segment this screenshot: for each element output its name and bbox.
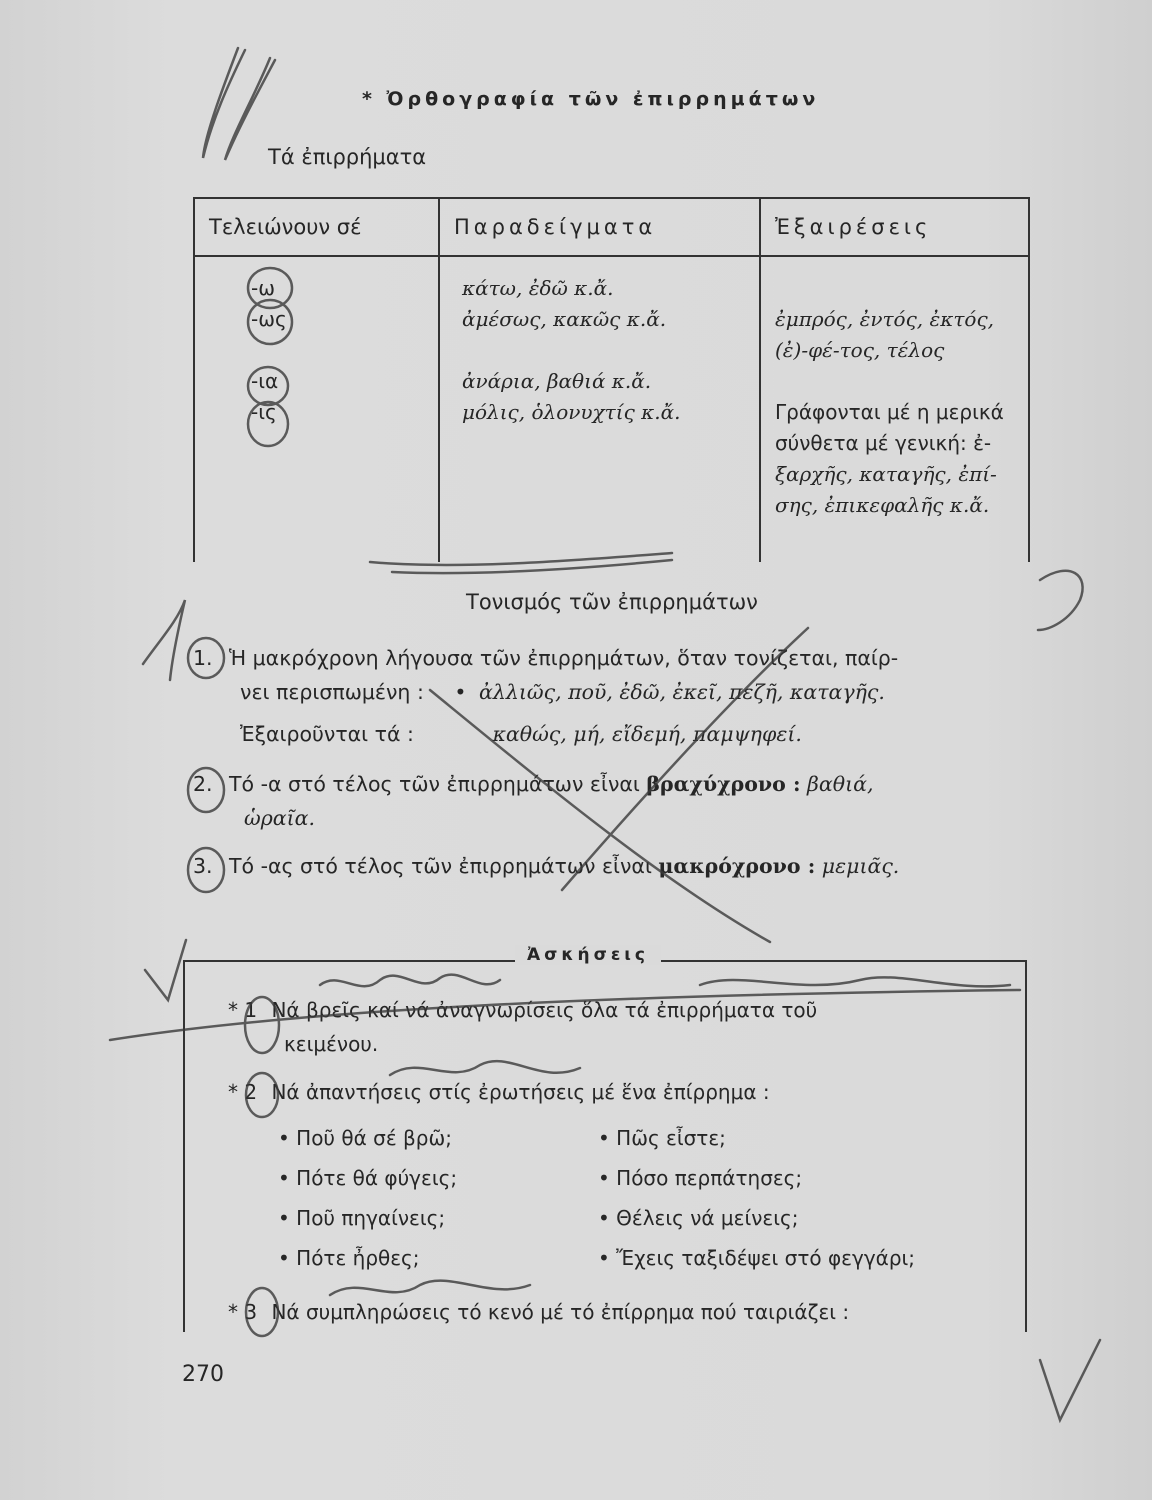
ending-cell: -ω xyxy=(251,276,275,300)
rule-bold: μακρόχρονο : xyxy=(658,854,816,878)
rule-1-line2: νει περισπωμένη : • ἀλλιῶς, ποῦ, ἐδῶ, ἐκεῖ, πεζῆ, καταγῆς. xyxy=(240,680,885,704)
rule-number: 1. xyxy=(193,646,213,670)
pencil-cross-mark xyxy=(562,628,808,890)
header-examples: Παραδείγματα xyxy=(439,198,760,256)
question-text: Ποῦ πηγαίνεις; xyxy=(296,1206,446,1230)
exception-line: σύνθετα μέ γενική: ἐ- xyxy=(775,431,992,455)
rule-2-line2: ὡραῖα. xyxy=(244,806,316,830)
example-cell: μόλις, ὁλονυχτίς κ.ἄ. xyxy=(462,400,681,424)
question-right: • Θέλεις νά μείνεις; xyxy=(598,1206,799,1230)
question-text: Πότε ἦρθες; xyxy=(296,1246,420,1270)
exception-line: Γράφονται μέ η μερικά xyxy=(775,400,1004,424)
exception-line: σης, ἐπικεφαλῆς κ.ἄ. xyxy=(775,493,990,517)
rule-examples: καθώς, μή, εἴδεμή, παμψηφεί. xyxy=(492,722,802,746)
rule-number: 2. xyxy=(193,772,213,796)
example-cell: ἀνάρια, βαθιά κ.ἄ. xyxy=(462,369,652,393)
pencil-handwriting-mark xyxy=(320,975,500,987)
exception-line: (ἐ)-φέ-τος, τέλος xyxy=(775,338,945,362)
pencil-circle-mark xyxy=(248,402,288,446)
example-cell: κάτω, ἐδῶ κ.ἄ. xyxy=(462,276,614,300)
page-title: * Ὀρθογραφία τῶν ἐπιρρημάτων xyxy=(362,88,820,110)
question-right: • Ἔχεις ταξιδέψει στό φεγγάρι; xyxy=(598,1246,916,1270)
ending-cell: -ως xyxy=(251,307,287,331)
pencil-scribble-mark xyxy=(225,58,275,160)
exercise-number: * 3 xyxy=(228,1300,258,1324)
question-text: Ἔχεις ταξιδέψει στό φεγγάρι; xyxy=(616,1246,916,1270)
pencil-circle-mark xyxy=(246,1073,278,1117)
page-number: 270 xyxy=(182,1362,224,1387)
pencil-handwriting-mark xyxy=(700,977,1010,986)
question-text: Πόσο περπάτησες; xyxy=(616,1166,803,1190)
rule-text: Τό -ας στό τέλος τῶν ἐπιρρημάτων εἶναι xyxy=(229,854,652,878)
header-exceptions: Ἐξαιρέσεις xyxy=(760,198,1029,256)
pencil-circle-mark xyxy=(246,1288,278,1336)
exercise-text: Νά συμπληρώσεις τό κενό μέ τό ἐπίρρημα πού ταιριάζει : xyxy=(271,1300,850,1324)
pencil-circle-mark xyxy=(248,300,292,344)
page-subtitle: Τά ἐπιρρήματα xyxy=(268,145,427,169)
question-left: • Πότε ἦρθες; xyxy=(278,1246,420,1270)
rule-example: βαθιά, xyxy=(807,772,874,796)
pencil-scribble-mark xyxy=(1038,571,1083,630)
exercise-text: Νά ἀπαντήσεις στίς ἐρωτήσεις μέ ἕνα ἐπίρρημα : xyxy=(271,1080,770,1104)
pencil-circle-mark xyxy=(188,768,224,812)
pencil-check-mark xyxy=(1040,1340,1100,1420)
exception-line: ξαρχῆς, καταγῆς, ἐπί- xyxy=(775,462,997,486)
question-left: • Ποῦ πηγαίνεις; xyxy=(278,1206,446,1230)
rule-lead: Ἐξαιροῦνται τά : xyxy=(240,722,414,746)
question-right: • Πόσο περπάτησες; xyxy=(598,1166,803,1190)
rule-example: μεμιᾶς. xyxy=(821,854,900,878)
question-left: • Πότε θά φύγεις; xyxy=(278,1166,458,1190)
pencil-circle-mark xyxy=(248,367,288,405)
pencil-handwriting-mark xyxy=(390,1061,580,1075)
question-text: Θέλεις νά μείνεις; xyxy=(616,1206,799,1230)
pencil-circle-mark xyxy=(248,268,292,308)
exercise-text: Νά βρεῖς καί νά ἀναγνωρίσεις ὅλα τά ἐπιρρήματα τοῦ xyxy=(271,998,818,1022)
exercise-number: * 1 xyxy=(228,998,258,1022)
exception-line: ἐμπρός, ἐντός, ἐκτός, xyxy=(775,307,995,331)
rule-lead: νει περισπωμένη : xyxy=(240,680,424,704)
pencil-handwriting-mark xyxy=(330,1281,530,1295)
exercise-number: * 2 xyxy=(228,1080,258,1104)
pencil-cross-mark xyxy=(430,690,770,942)
pencil-scribble-mark xyxy=(203,48,245,158)
question-text: Ποῦ θά σέ βρῶ; xyxy=(296,1126,452,1150)
exercises-label: Ἀσκήσεις xyxy=(515,945,661,965)
question-text: Πῶς εἶστε; xyxy=(616,1126,726,1150)
pencil-circle-mark xyxy=(188,848,224,892)
accent-section-title: Τονισμός τῶν ἐπιρρημάτων xyxy=(466,590,758,614)
pencil-scribble-mark xyxy=(143,600,185,680)
question-left: • Ποῦ θά σέ βρῶ; xyxy=(278,1126,452,1150)
rule-text: Ἡ μακρόχρονη λήγουσα τῶν ἐπιρρημάτων, ὅταν τονίζεται, παίρ- xyxy=(229,646,899,670)
question-text: Πότε θά φύγεις; xyxy=(296,1166,458,1190)
pencil-check-mark xyxy=(145,940,186,1000)
header-endings: Τελειώνουν σέ xyxy=(194,198,439,256)
rule-number: 3. xyxy=(193,854,213,878)
ending-cell: -ια xyxy=(251,369,279,393)
question-right: • Πῶς εἶστε; xyxy=(598,1126,726,1150)
rule-examples: ἀλλιῶς, ποῦ, ἐδῶ, ἐκεῖ, πεζῆ, καταγῆς. xyxy=(479,680,885,704)
rule-text: Τό -α στό τέλος τῶν ἐπιρρημάτων εἶναι xyxy=(229,772,640,796)
exercise-1-line2: κειμένου. xyxy=(284,1032,379,1056)
rule-bold: βραχύχρονο : xyxy=(646,772,801,796)
example-cell: ἀμέσως, κακῶς κ.ἄ. xyxy=(462,307,667,331)
ending-cell: -ις xyxy=(251,400,277,424)
pencil-circle-mark xyxy=(188,638,224,678)
pencil-circle-mark xyxy=(245,997,279,1053)
